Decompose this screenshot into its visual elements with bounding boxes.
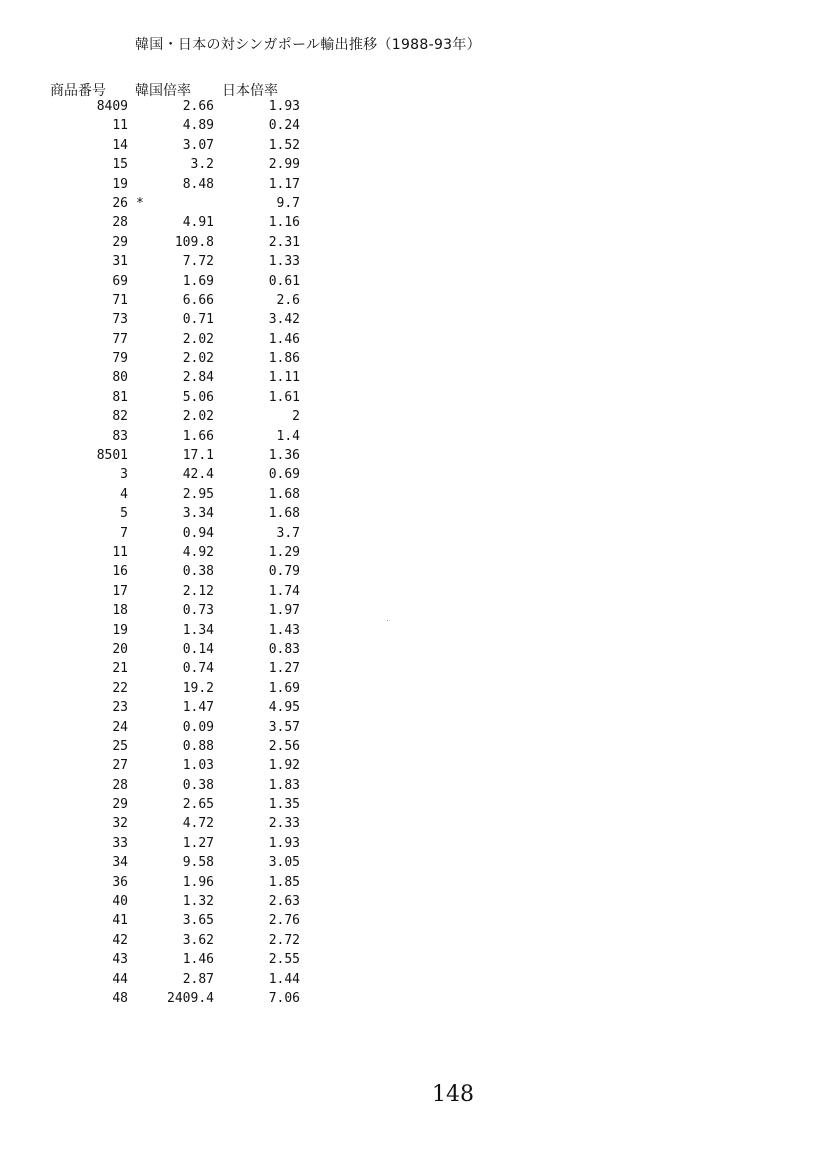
table-row (0, 698, 320, 717)
table-row (0, 718, 320, 737)
header-product-code: 商品番号 (50, 83, 106, 99)
table-row (0, 97, 320, 116)
korea-ratio-cell: 2.95 (182, 486, 214, 502)
korea-ratio-cell: 4.89 (182, 118, 214, 134)
japan-ratio-cell: 1.17 (268, 176, 300, 192)
table-row (0, 330, 320, 349)
product-code-cell: 80 (112, 370, 128, 386)
table-row (0, 892, 320, 911)
product-code-cell: 31 (112, 254, 128, 270)
product-code-cell: 24 (112, 719, 128, 735)
product-code-cell: 73 (112, 312, 128, 328)
table-row (0, 291, 320, 310)
product-code-cell: 14 (112, 137, 128, 153)
product-code-cell: 28 (112, 215, 128, 231)
table-row (0, 427, 320, 446)
table-row (0, 679, 320, 698)
table-row (0, 950, 320, 969)
header-japan-ratio: 日本倍率 (222, 83, 278, 99)
table-row (0, 873, 320, 892)
korea-ratio-cell: 0.14 (182, 641, 214, 657)
japan-ratio-cell: 1.92 (268, 758, 300, 774)
japan-ratio-cell: 3.7 (276, 525, 300, 541)
japan-ratio-cell: 2.72 (268, 932, 300, 948)
product-code-cell: 17 (112, 583, 128, 599)
japan-ratio-cell: 2.56 (268, 738, 300, 754)
product-code-cell: 22 (112, 680, 128, 696)
korea-ratio-cell: 6.66 (182, 292, 214, 308)
korea-ratio-cell: 2409.4 (167, 990, 214, 1006)
table-row (0, 989, 320, 1008)
table-row (0, 349, 320, 368)
korea-ratio-cell: 0.38 (182, 777, 214, 793)
japan-ratio-cell: 2.63 (268, 894, 300, 910)
product-code-cell: 48 (112, 990, 128, 1006)
product-code-cell: 40 (112, 894, 128, 910)
japan-ratio-cell: 7.06 (268, 990, 300, 1006)
japan-ratio-cell: 1.4 (276, 428, 300, 444)
product-code-cell: 21 (112, 661, 128, 677)
japan-ratio-cell: 1.68 (268, 506, 300, 522)
japan-ratio-cell: 1.52 (268, 137, 300, 153)
japan-ratio-cell: 0.69 (268, 467, 300, 483)
table-row (0, 272, 320, 291)
product-code-cell: 33 (112, 835, 128, 851)
product-code-cell: 11 (112, 118, 128, 134)
korea-ratio-cell: 1.32 (182, 894, 214, 910)
japan-ratio-cell: 2 (292, 409, 300, 425)
japan-ratio-cell: 1.33 (268, 254, 300, 270)
korea-ratio-cell: 2.65 (182, 797, 214, 813)
table-row (0, 970, 320, 989)
korea-ratio-cell: 4.91 (182, 215, 214, 231)
product-code-cell: 43 (112, 952, 128, 968)
japan-ratio-cell: 1.44 (268, 971, 300, 987)
table-row (0, 485, 320, 504)
table-row (0, 388, 320, 407)
korea-ratio-cell: 0.88 (182, 738, 214, 754)
japan-ratio-cell: 1.27 (268, 661, 300, 677)
korea-ratio-cell: 0.74 (182, 661, 214, 677)
product-code-cell: 20 (112, 641, 128, 657)
korea-ratio-cell: 7.72 (182, 254, 214, 270)
japan-ratio-cell: 1.16 (268, 215, 300, 231)
korea-ratio-cell: 3.65 (182, 913, 214, 929)
japan-ratio-cell: 1.11 (268, 370, 300, 386)
japan-ratio-cell: 0.83 (268, 641, 300, 657)
korea-ratio-cell: 4.72 (182, 816, 214, 832)
table-row (0, 659, 320, 678)
product-code-cell: 16 (112, 564, 128, 580)
korea-ratio-cell: 19.2 (182, 680, 214, 696)
korea-ratio-cell: 1.34 (182, 622, 214, 638)
table-row (0, 407, 320, 426)
product-code-cell: 44 (112, 971, 128, 987)
japan-ratio-cell: 2.6 (276, 292, 300, 308)
japan-ratio-cell: 2.76 (268, 913, 300, 929)
ratio-table (0, 97, 320, 1008)
table-row (0, 834, 320, 853)
table-row (0, 155, 320, 174)
table-row (0, 368, 320, 387)
table-row (0, 233, 320, 252)
product-code-cell: 29 (112, 797, 128, 813)
korea-ratio-cell: 1.69 (182, 273, 214, 289)
japan-ratio-cell: 0.79 (268, 564, 300, 580)
japan-ratio-cell: 1.74 (268, 583, 300, 599)
product-code-cell: 69 (112, 273, 128, 289)
product-code-cell: 23 (112, 700, 128, 716)
japan-ratio-cell: 1.29 (268, 544, 300, 560)
korea-ratio-cell: 1.96 (182, 874, 214, 890)
korea-ratio-cell: 3.07 (182, 137, 214, 153)
table-row (0, 562, 320, 581)
table-row (0, 601, 320, 620)
japan-ratio-cell: 3.57 (268, 719, 300, 735)
product-code-cell: 8409 (96, 99, 128, 114)
korea-ratio-cell: 109.8 (174, 234, 214, 250)
korea-ratio-cell: 9.58 (182, 855, 214, 871)
korea-ratio-cell: 3.2 (190, 157, 214, 173)
table-row (0, 795, 320, 814)
table-row (0, 524, 320, 543)
page-number: 148 (432, 1082, 474, 1107)
table-row (0, 776, 320, 795)
japan-ratio-cell: 1.36 (268, 448, 300, 464)
document-title: 韓国・日本の対シンガポール輸出推移（1988-93年） (135, 37, 481, 53)
product-code-cell: 15 (112, 157, 128, 173)
product-code-cell: 32 (112, 816, 128, 832)
product-code-cell: 77 (112, 331, 128, 347)
asterisk-mark: * (136, 195, 144, 211)
korea-ratio-cell: 2.87 (182, 971, 214, 987)
korea-ratio-cell: 5.06 (182, 389, 214, 405)
table-row (0, 465, 320, 484)
table-row (0, 911, 320, 930)
korea-ratio-cell: 2.02 (182, 331, 214, 347)
korea-ratio-cell: 8.48 (182, 176, 214, 192)
japan-ratio-cell: 1.83 (268, 777, 300, 793)
product-code-cell: 81 (112, 389, 128, 405)
table-row (0, 446, 320, 465)
product-code-cell: 41 (112, 913, 128, 929)
japan-ratio-cell: 9.7 (276, 195, 300, 211)
table-row (0, 252, 320, 271)
table-row (0, 737, 320, 756)
product-code-cell: 8501 (96, 448, 128, 464)
table-row (0, 194, 320, 213)
korea-ratio-cell: 3.62 (182, 932, 214, 948)
japan-ratio-cell: 2.55 (268, 952, 300, 968)
product-code-cell: 5 (120, 506, 128, 522)
table-row (0, 640, 320, 659)
table-row (0, 310, 320, 329)
japan-ratio-cell: 1.93 (268, 99, 300, 114)
korea-ratio-cell: 2.02 (182, 351, 214, 367)
product-code-cell: 29 (112, 234, 128, 250)
korea-ratio-cell: 1.46 (182, 952, 214, 968)
japan-ratio-cell: 1.68 (268, 486, 300, 502)
japan-ratio-cell: 1.61 (268, 389, 300, 405)
japan-ratio-cell: 1.35 (268, 797, 300, 813)
japan-ratio-cell: 1.86 (268, 351, 300, 367)
product-code-cell: 71 (112, 292, 128, 308)
korea-ratio-cell: 3.34 (182, 506, 214, 522)
korea-ratio-cell: 2.66 (182, 99, 214, 114)
header-korea-ratio: 韓国倍率 (135, 83, 191, 99)
japan-ratio-cell: 1.69 (268, 680, 300, 696)
table-row (0, 213, 320, 232)
product-code-cell: 82 (112, 409, 128, 425)
table-row (0, 931, 320, 950)
korea-ratio-cell: 2.84 (182, 370, 214, 386)
product-code-cell: 4 (120, 486, 128, 502)
korea-ratio-cell: 1.03 (182, 758, 214, 774)
korea-ratio-cell: 2.02 (182, 409, 214, 425)
product-code-cell: 28 (112, 777, 128, 793)
product-code-cell: 83 (112, 428, 128, 444)
japan-ratio-cell: 0.61 (268, 273, 300, 289)
japan-ratio-cell: 3.42 (268, 312, 300, 328)
scan-speck (387, 620, 388, 621)
korea-ratio-cell: 1.47 (182, 700, 214, 716)
japan-ratio-cell: 0.24 (268, 118, 300, 134)
korea-ratio-cell: 1.66 (182, 428, 214, 444)
table-row (0, 543, 320, 562)
table-row (0, 582, 320, 601)
product-code-cell: 79 (112, 351, 128, 367)
japan-ratio-cell: 2.31 (268, 234, 300, 250)
japan-ratio-cell: 3.05 (268, 855, 300, 871)
table-row (0, 116, 320, 135)
table-row (0, 175, 320, 194)
product-code-cell: 25 (112, 738, 128, 754)
korea-ratio-cell: 0.09 (182, 719, 214, 735)
japan-ratio-cell: 1.93 (268, 835, 300, 851)
japan-ratio-cell: 1.43 (268, 622, 300, 638)
japan-ratio-cell: 2.99 (268, 157, 300, 173)
table-row (0, 756, 320, 775)
korea-ratio-cell: 0.73 (182, 603, 214, 619)
table-row (0, 853, 320, 872)
product-code-cell: 26 (112, 195, 128, 211)
japan-ratio-cell: 1.97 (268, 603, 300, 619)
product-code-cell: 34 (112, 855, 128, 871)
product-code-cell: 11 (112, 544, 128, 560)
table-row (0, 136, 320, 155)
korea-ratio-cell: 4.92 (182, 544, 214, 560)
table-row (0, 504, 320, 523)
table-row (0, 621, 320, 640)
korea-ratio-cell: 0.94 (182, 525, 214, 541)
korea-ratio-cell: 17.1 (182, 448, 214, 464)
japan-ratio-cell: 2.33 (268, 816, 300, 832)
korea-ratio-cell: 2.12 (182, 583, 214, 599)
product-code-cell: 42 (112, 932, 128, 948)
product-code-cell: 19 (112, 622, 128, 638)
japan-ratio-cell: 4.95 (268, 700, 300, 716)
product-code-cell: 7 (120, 525, 128, 541)
product-code-cell: 27 (112, 758, 128, 774)
table-row (0, 814, 320, 833)
korea-ratio-cell: 42.4 (182, 467, 214, 483)
korea-ratio-cell: 1.27 (182, 835, 214, 851)
product-code-cell: 18 (112, 603, 128, 619)
product-code-cell: 19 (112, 176, 128, 192)
product-code-cell: 36 (112, 874, 128, 890)
korea-ratio-cell: 0.38 (182, 564, 214, 580)
japan-ratio-cell: 1.46 (268, 331, 300, 347)
product-code-cell: 3 (120, 467, 128, 483)
japan-ratio-cell: 1.85 (268, 874, 300, 890)
korea-ratio-cell: 0.71 (182, 312, 214, 328)
